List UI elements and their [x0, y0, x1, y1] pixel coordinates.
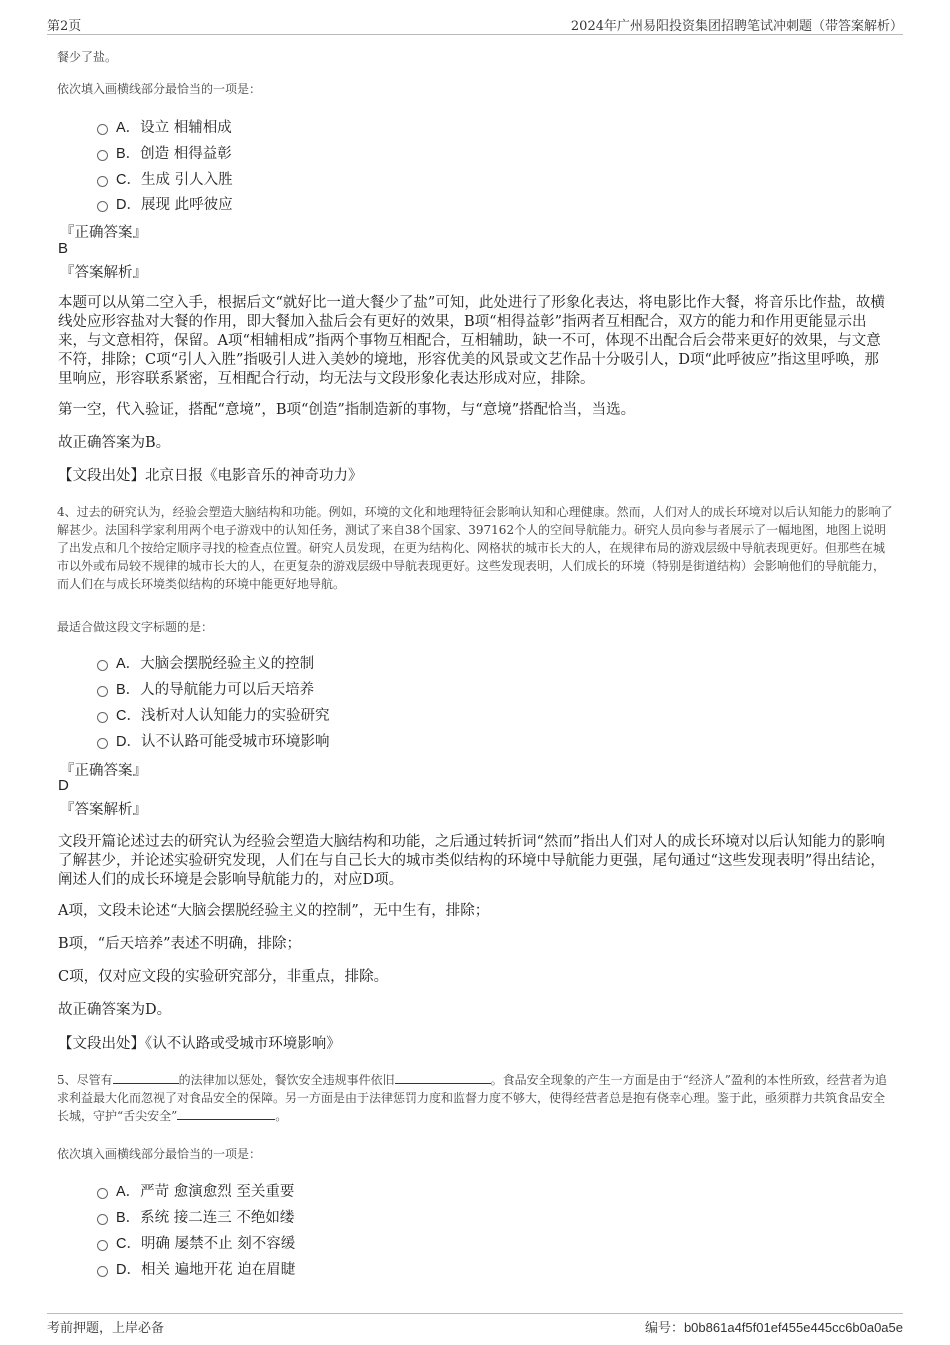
- q3-answer: B: [58, 240, 69, 257]
- radio-icon[interactable]: [97, 738, 108, 749]
- q3-option-d[interactable]: D．展现 此呼彼应: [97, 193, 233, 213]
- q3-source: 【文段出处】北京日报《电影音乐的神奇功力》: [58, 468, 363, 484]
- q5-option-a[interactable]: A．严苛 愈演愈烈 至关重要: [97, 1180, 294, 1200]
- q5-option-d[interactable]: D．相关 遍地开花 迫在眉睫: [97, 1258, 295, 1278]
- q3-analysis-label: 『答案解析』: [60, 265, 147, 281]
- radio-icon[interactable]: [97, 176, 108, 187]
- radio-icon[interactable]: [97, 1214, 108, 1225]
- q3-stem-tail: 餐少了盐。: [57, 50, 118, 64]
- q4-stem: 4、过去的研究认为，经验会塑造大脑结构和功能。例如，环境的文化和地理特征会影响认知和心理健康。然而，人们对人的成长环境对以后认知能力的影响了解甚少。法国科学家利用两个电子游戏中的认知任务，测试了来自38个国家、397162个人的空间导航能力。研究人员向参与者展示了一幅地图，地图上说明了出发点和几个按给定顺序寻找的检查点位置。研究人员发现，在更为结构化、网格状的城市长大的人，在规律布局的游戏层级中导航表现更好。但那些在城市以外或布局较不规律的城市长大的人，在更复杂的游戏层级中导航表现更好。这些发现表明，人们成长的环境（特别是街道结构）会影响他们的导航能力，而人们在与成长环境类似结构的环境中能更好地导航。: [57, 505, 893, 591]
- fill-blank-3[interactable]: [177, 1107, 275, 1120]
- q4-analysis-p3: B项，“后天培养”表述不明确，排除；: [58, 936, 301, 952]
- fill-blank-2[interactable]: [395, 1071, 491, 1084]
- radio-icon[interactable]: [97, 1188, 108, 1199]
- radio-icon[interactable]: [97, 201, 108, 212]
- q4-analysis-p4: C项，仅对应文段的实验研究部分，非重点，排除。: [58, 969, 389, 985]
- fill-blank-1[interactable]: [113, 1071, 179, 1084]
- radio-icon[interactable]: [97, 660, 108, 671]
- q4-analysis-label: 『答案解析』: [60, 802, 147, 818]
- q3-option-b[interactable]: B．创造 相得益彰: [97, 142, 232, 162]
- q4-option-a[interactable]: A．大脑会摆脱经验主义的控制: [97, 652, 314, 672]
- radio-icon[interactable]: [97, 124, 108, 135]
- q4-analysis-p5: 故正确答案为D。: [58, 1002, 172, 1018]
- q5-option-c[interactable]: C．明确 屡禁不止 刻不容缓: [97, 1232, 295, 1252]
- radio-icon[interactable]: [97, 1240, 108, 1251]
- q5-prompt: 依次填入画横线部分最恰当的一项是：: [57, 1147, 262, 1161]
- q3-analysis-p3: 故正确答案为B。: [58, 435, 171, 451]
- q4-option-c[interactable]: C．浅析对人认知能力的实验研究: [97, 704, 329, 724]
- q3-analysis-p1: 本题可以从第二空入手，根据后文“就好比一道大餐少了盐”可知，此处进行了形象化表达，将电影比作大餐，将音乐比作盐，故横线处应形容盐对大餐的作用，即大餐加入盐后会有更好的效果，B项“相得益彰”指两者互相配合，双方的能力和作用更能显示出来，与文意相符，保留。A项“相辅相成”指两个事物互相配合，互相辅助，缺一不可，体现不出配合后会带来更好的效果，与文意不符，排除；C项“引人入胜”指吸引人进入美妙的境地，形容优美的风景或文艺作品十分吸引人，D项“此呼彼应”指这里呼唤，那里响应，形容联系紧密，互相配合行动，均无法与文段形象化表达形成对应，排除。: [58, 295, 885, 387]
- q3-option-a[interactable]: A．设立 相辅相成: [97, 116, 232, 136]
- radio-icon[interactable]: [97, 712, 108, 723]
- q4-answer: D: [58, 777, 69, 794]
- footer-slogan: 考前押题，上岸必备: [47, 1321, 165, 1336]
- radio-icon[interactable]: [97, 1266, 108, 1277]
- document-title: 2024年广州易阳投资集团招聘笔试冲刺题（带答案解析）: [570, 19, 903, 34]
- q4-prompt: 最适合做这段文字标题的是：: [57, 620, 214, 634]
- q4-analysis-p1: 文段开篇论述过去的研究认为经验会塑造大脑结构和功能，之后通过转折词“然而”指出人们对人的成长环境对以后认知能力的影响了解甚少，并论述实验研究发现，人们在与自己长大的城市类似结构的环境中导航能力更强，尾句通过“这些发现表明”得出结论，阐述人们的成长环境是会影响导航能力的，对应D项。: [58, 834, 885, 888]
- q3-analysis-p2: 第一空，代入验证，搭配“意境”，B项“创造”指制造新的事物，与“意境”搭配恰当，当选。: [58, 402, 636, 418]
- q4-option-b[interactable]: B．人的导航能力可以后天培养: [97, 678, 314, 698]
- page-number: 第2页: [47, 19, 82, 34]
- q4-answer-label: 『正确答案』: [60, 763, 147, 779]
- q3-answer-label: 『正确答案』: [60, 225, 147, 241]
- page-footer: [47, 1313, 903, 1336]
- document-code: 编号：b0b861a4f5f01ef455e445cc6b0a0a5e: [644, 1320, 903, 1335]
- q4-option-d[interactable]: D．认不认路可能受城市环境影响: [97, 730, 329, 750]
- q4-analysis-p2: A项，文段未论述“大脑会摆脱经验主义的控制”，无中生有，排除；: [58, 903, 490, 919]
- radio-icon[interactable]: [97, 150, 108, 161]
- q3-option-c[interactable]: C．生成 引人入胜: [97, 168, 233, 188]
- q5-stem: 5、尽管有 的法律加以惩处，餐饮安全违规事件依旧 。食品安全现象的产生一方面是由于“经济人”盈利的本性所致，经营者为追求利益最大化而忽视了对食品安全的保障。另一方面是由于法律惩罚力度和监督力度不够大，使得经营者总是抱有侥幸心理。鉴于此，亟须群力共筑食品安全长城，守护“舌尖安全” 。: [57, 1073, 887, 1123]
- q3-prompt: 依次填入画横线部分最恰当的一项是：: [57, 82, 262, 96]
- q5-option-b[interactable]: B．系统 接二连三 不绝如缕: [97, 1206, 294, 1226]
- radio-icon[interactable]: [97, 686, 108, 697]
- page-header: [47, 12, 903, 35]
- q4-source: 【文段出处】《认不认路或受城市环境影响》: [58, 1036, 341, 1052]
